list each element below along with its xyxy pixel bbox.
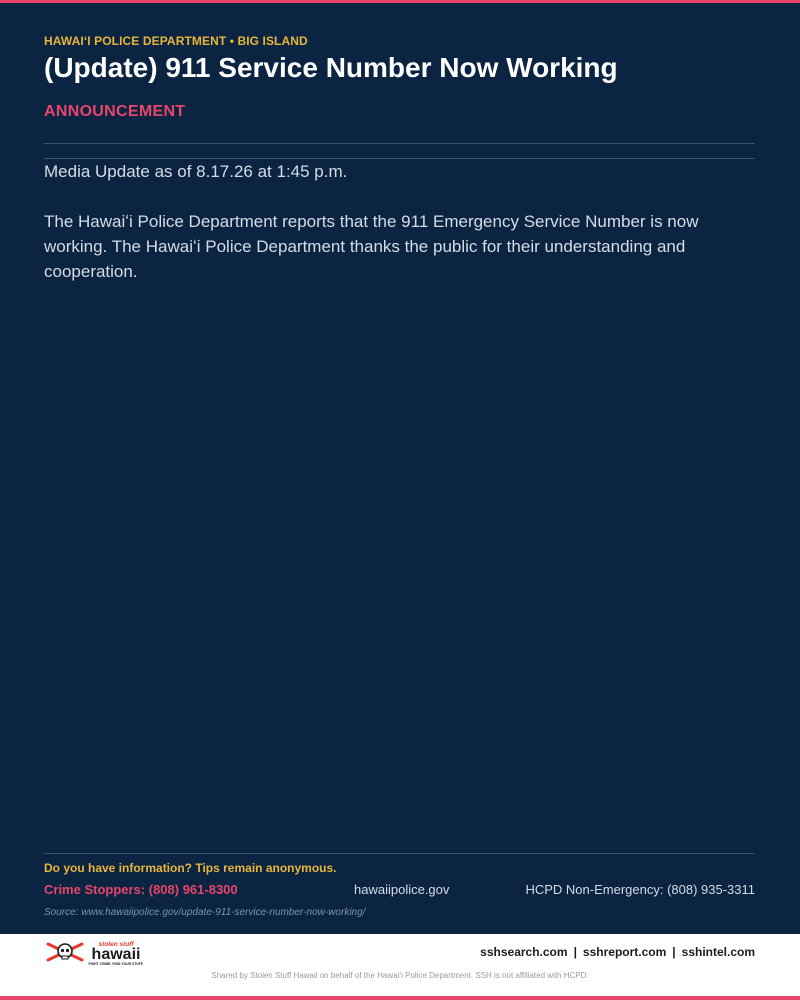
source-link[interactable]: Source: www.hawaiipolice.gov/update-911-service-number-now-working/ [44, 907, 366, 918]
non-emergency-phone[interactable]: HCPD Non-Emergency: (808) 935-3311 [525, 882, 755, 897]
crime-stoppers-phone[interactable]: Crime Stoppers: (808) 961-8300 [44, 882, 238, 897]
category-label: ANNOUNCEMENT [44, 103, 186, 120]
stolen-stuff-hawaii-logo [46, 940, 150, 966]
department-kicker: HAWAIʻI POLICE DEPARTMENT • BIG ISLAND [44, 34, 308, 48]
logo-small-text: stolen stuff [98, 941, 134, 948]
crossed-bones-icon [48, 944, 82, 960]
contact-divider [44, 853, 755, 854]
footer-links [480, 945, 755, 959]
divider-bottom [44, 158, 755, 159]
article-body: The Hawaiʻi Police Department reports that the 911 Emergency Service Number is now working. The Hawaiʻi Police Department thanks the public for their understanding and cooperation. [44, 212, 699, 281]
bottom-accent-bar [0, 996, 800, 1000]
link-separator: | [672, 945, 676, 959]
tips-prompt: Do you have information? Tips remain anonymous. [44, 861, 337, 875]
footer [0, 934, 800, 996]
police-website-link[interactable]: hawaiipolice.gov [354, 882, 450, 897]
divider-top [44, 143, 755, 144]
footer-link-sshintel[interactable]: sshintel.com [681, 945, 755, 959]
page-title: (Update) 911 Service Number Now Working [44, 52, 618, 83]
link-separator: | [573, 945, 577, 959]
logo-tagline: FIGHT CRIME. FIND YOUR STUFF. [88, 962, 144, 966]
logo-big-text: hawaii [91, 946, 141, 963]
footer-link-sshreport[interactable]: sshreport.com [582, 945, 667, 959]
footer-link-sshsearch[interactable]: sshsearch.com [480, 945, 568, 959]
media-update-dateline: Media Update as of 8.17.26 at 1:45 p.m. [44, 162, 348, 181]
footer-disclaimer: Shared by Stolen Stuff Hawaii on behalf of the Hawaiʻi Police Department. SSH is not affiliated with HCPD. [211, 971, 589, 980]
